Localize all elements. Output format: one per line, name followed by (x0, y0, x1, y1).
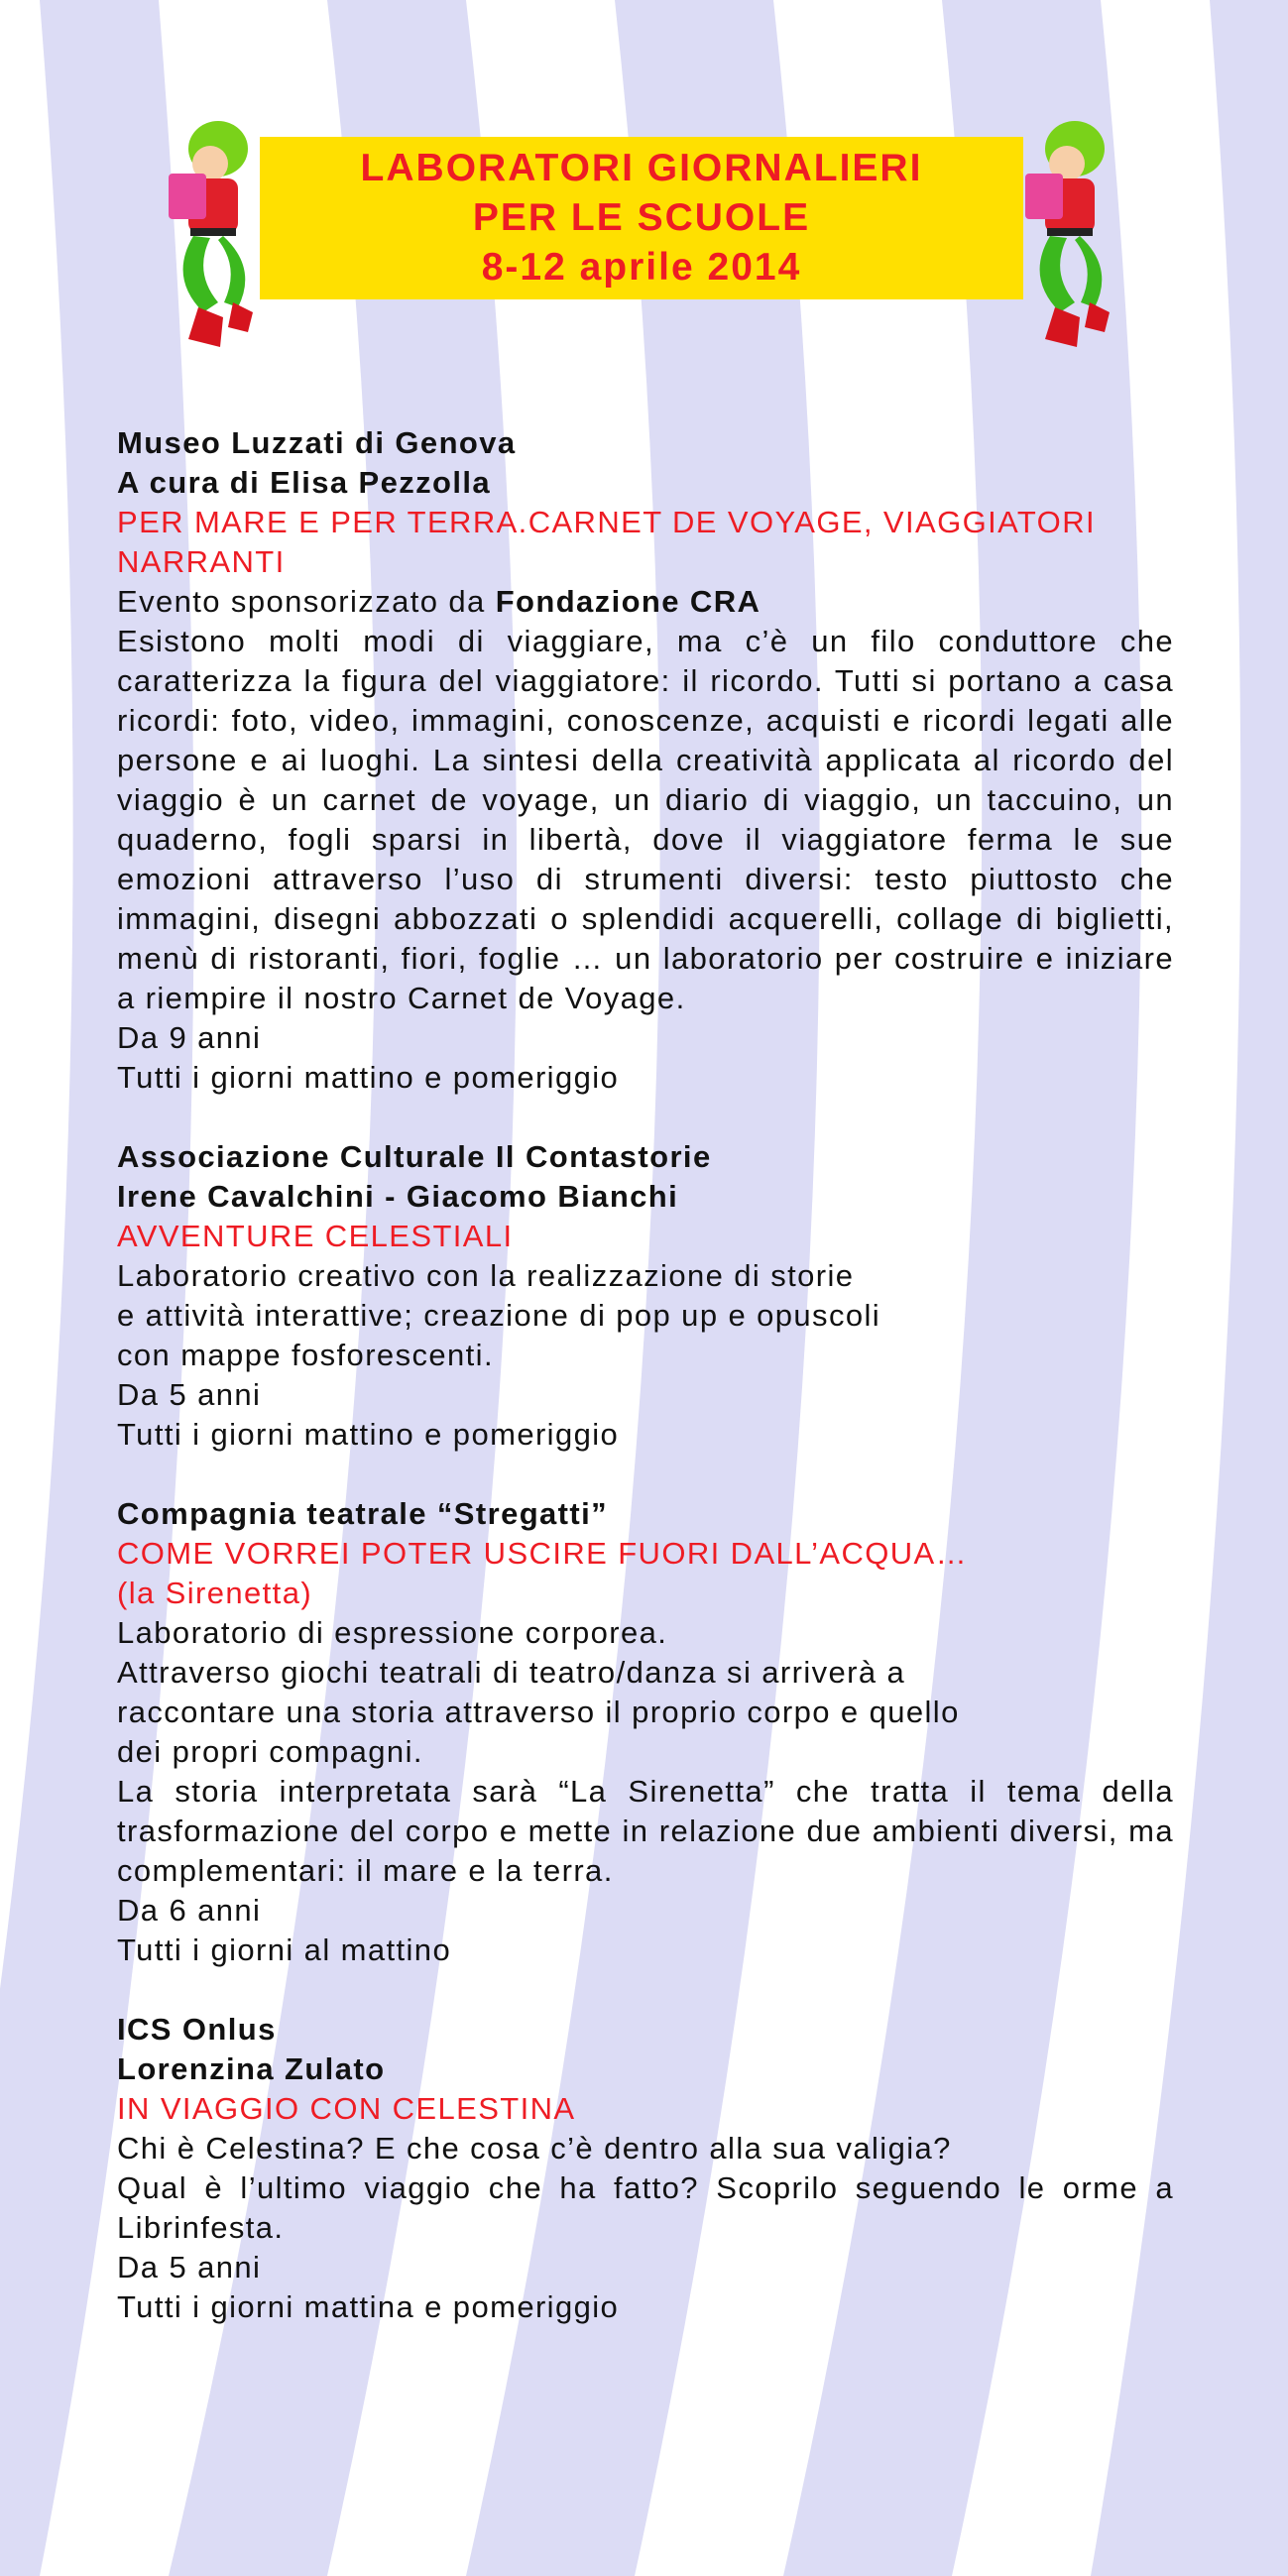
organizer: ICS Onlus (117, 2012, 277, 2047)
age-range: Da 6 anni (117, 1893, 262, 1928)
curator: A cura di Elisa Pezzolla (117, 465, 492, 500)
workshop-title: IN VIAGGIO CON CELESTINA (117, 2091, 576, 2126)
reading-elf-illustration-left (149, 109, 278, 377)
organizer: Compagnia teatrale “Stregatti” (117, 1496, 609, 1531)
description-line: dei propri compagni. (117, 1734, 423, 1769)
age-range: Da 9 anni (117, 1020, 262, 1055)
schedule: Tutti i giorni mattino e pomeriggio (117, 1417, 620, 1452)
organizer: Associazione Culturale Il Contastorie (117, 1139, 712, 1174)
workshop-title: AVVENTURE CELESTIALI (117, 1219, 514, 1253)
description-line: Chi è Celestina? E che cosa c’è dentro alla sua valigia? (117, 2131, 952, 2166)
description-line: con mappe fosforescenti. (117, 1338, 494, 1372)
sponsor-prefix: Evento sponsorizzato da (117, 584, 496, 619)
workshop-stregatti (117, 1494, 1174, 1970)
workshop-contastorie (117, 1137, 1174, 1455)
curator: Irene Cavalchini - Giacomo Bianchi (117, 1179, 679, 1214)
organizer: Museo Luzzati di Genova (117, 425, 517, 460)
workshop-title: COME VORREI POTER USCIRE FUORI DALL’ACQUA… (117, 1536, 969, 1571)
sponsor-line (117, 582, 1174, 622)
description-line: raccontare una storia attraverso il proprio corpo e quello (117, 1695, 960, 1729)
schedule: Tutti i giorni mattino e pomeriggio (117, 1060, 620, 1095)
reading-elf-illustration-right (1005, 109, 1134, 377)
workshop-subtitle: (la Sirenetta) (117, 1576, 313, 1610)
workshop-description: Qual è l’ultimo viaggio che ha fatto? Scoprilo seguendo le orme a Librinfesta. (117, 2170, 1174, 2245)
workshop-title: PER MARE E PER TERRA.CARNET DE VOYAGE, VIAGGIATORI NARRANTI (117, 505, 1096, 579)
description-line: Laboratorio creativo con la realizzazione di storie (117, 1258, 855, 1293)
description-line: Laboratorio di espressione corporea. (117, 1615, 668, 1650)
sponsor-name: Fondazione CRA (495, 584, 761, 619)
workshop-description: Esistono molti modi di viaggiare, ma c’è un filo conduttore che caratterizza la figura del viaggiatore: il ricordo. Tutti si portano a casa ricordi: foto, video, immagini, conoscenze, acquisti e ricordi legati alle persone e ai luoghi. La sintesi della creatività applicata al ricordo del viaggio è un carnet de voyage, un diario di viaggio, un taccuino, un quaderno, fogli sparsi in libertà, dove il viaggiatore ferma le sue emozioni attraverso l’uso di strumenti diversi: testo piuttosto che immagini, disegni abbozzati o splendidi acquerelli, collage di biglietti, menù di ristoranti, fiori, foglie … un laboratorio per costruire e iniziare a riempire il nostro Carnet de Voyage. (117, 624, 1174, 1015)
title-banner (260, 137, 1023, 299)
age-range: Da 5 anni (117, 1377, 262, 1412)
workshop-description: La storia interpretata sarà “La Sirenetta” che tratta il tema della trasformazione del corpo e mette in relazione due ambienti diversi, ma complementari: il mare e la terra. (117, 1774, 1174, 1888)
workshop-luzzati (117, 423, 1174, 1098)
workshop-list (117, 423, 1174, 2367)
schedule: Tutti i giorni mattina e pomeriggio (117, 2289, 620, 2324)
schedule: Tutti i giorni al mattino (117, 1932, 452, 1967)
description-line: e attività interattive; creazione di pop up e opuscoli (117, 1298, 881, 1333)
description-line: Attraverso giochi teatrali di teatro/danza si arriverà a (117, 1655, 906, 1690)
workshop-ics-onlus (117, 2010, 1174, 2327)
banner-line-3: 8-12 aprile 2014 (481, 246, 802, 289)
banner-line-1: LABORATORI GIORNALIERI (360, 147, 923, 189)
curator: Lorenzina Zulato (117, 2051, 386, 2086)
banner-line-2: PER LE SCUOLE (472, 196, 811, 239)
age-range: Da 5 anni (117, 2250, 262, 2284)
